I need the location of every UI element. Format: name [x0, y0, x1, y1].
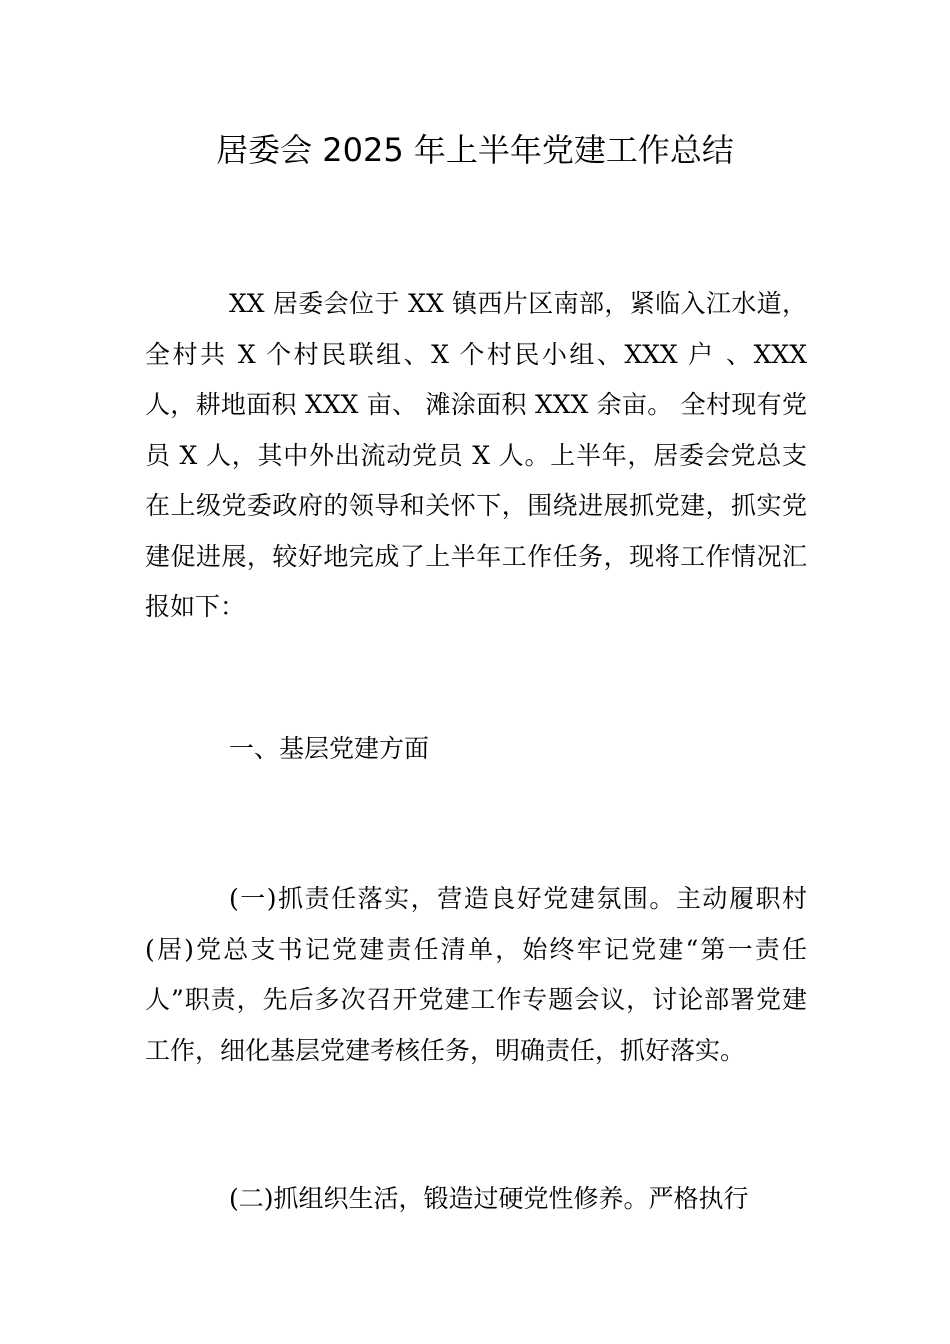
section-heading: 一、基层党建方面: [229, 734, 430, 763]
document-title: 居委会 2025 年上半年党建工作总结: [216, 131, 734, 169]
section-paragraph-1: (一)抓责任落实，营造良好党建氛围。主动履职村(居)党总支书记党建责任清单，始终牢记党建“第一责任人”职责，先后多次召开党建工作专题会议，讨论部署党建工作，细化基层党建考核任务，明确责任，抓好落实。: [145, 884, 807, 1065]
intro-paragraph: XX 居委会位于 XX 镇西片区南部，紧临入江水道，全村共 X 个村民联组、X 个村民小组、XXX 户 、XXX 人，耕地面积 XXX 亩、 滩涂面积 XXX 余亩。 全村现有党员 X 人，其中外出流动党员 X 人。上半年，居委会党总支在上级党委政府的领导和关怀下，围绕进展抓党建，抓实党建促进展，较好地完成了上半年工作任务，现将工作情况汇报如下：: [145, 289, 807, 621]
section-paragraph-2: (二)抓组织生活，锻造过硬党性修养。严格执行: [229, 1184, 749, 1213]
